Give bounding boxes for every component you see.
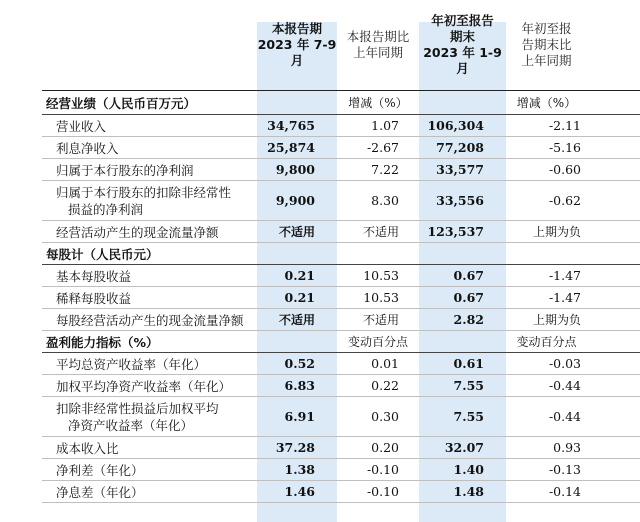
value-ytd-change: -2.11 bbox=[506, 115, 587, 137]
value-current-change: 0.30 bbox=[337, 397, 419, 437]
section-title: 盈利能力指标（%） bbox=[42, 331, 257, 353]
value-current-change: -2.67 bbox=[337, 137, 419, 159]
table-row bbox=[0, 265, 640, 287]
value-current-period: 6.91 bbox=[257, 397, 337, 437]
value-current-period: 0.21 bbox=[257, 265, 337, 287]
section-unit: 增减（%） bbox=[337, 91, 419, 115]
value-current-period: 不适用 bbox=[257, 221, 337, 243]
header-line: 本报告期 bbox=[271, 21, 322, 36]
table-row bbox=[0, 221, 640, 243]
section-header bbox=[0, 331, 640, 353]
row-label: 成本收入比 bbox=[42, 437, 257, 459]
row-label bbox=[42, 181, 257, 221]
header-line: 2023 年 1-9 月 bbox=[423, 45, 502, 76]
section-header bbox=[0, 243, 640, 265]
value-current-period: 0.21 bbox=[257, 287, 337, 309]
value-ytd: 2.82 bbox=[419, 309, 506, 331]
value-ytd: 1.48 bbox=[419, 481, 506, 503]
value-current-period: 0.52 bbox=[257, 353, 337, 375]
table-row bbox=[0, 115, 640, 137]
value-ytd-change: -0.62 bbox=[506, 181, 587, 221]
row-label: 利息净收入 bbox=[42, 137, 257, 159]
section-unit bbox=[506, 243, 587, 265]
section-title: 经营业绩（人民币百万元） bbox=[42, 91, 257, 115]
value-current-change: 不适用 bbox=[337, 221, 419, 243]
header-line: 2023 年 7-9 月 bbox=[257, 37, 337, 68]
value-ytd: 0.61 bbox=[419, 353, 506, 375]
value-ytd: 7.55 bbox=[419, 397, 506, 437]
table-row bbox=[0, 353, 640, 375]
row-label: 营业收入 bbox=[42, 115, 257, 137]
value-ytd: 0.67 bbox=[419, 287, 506, 309]
value-current-change: 7.22 bbox=[337, 159, 419, 181]
value-ytd-change: -0.14 bbox=[506, 481, 587, 503]
header-ytd bbox=[419, 0, 506, 91]
value-ytd: 1.40 bbox=[419, 459, 506, 481]
row-label: 净息差（年化） bbox=[42, 481, 257, 503]
section-title: 每股计（人民币元） bbox=[42, 243, 257, 265]
table-row bbox=[0, 309, 640, 331]
header-line: 年初至报 bbox=[521, 21, 572, 36]
value-current-period: 6.83 bbox=[257, 375, 337, 397]
value-ytd-change: -1.47 bbox=[506, 287, 587, 309]
value-current-change: 不适用 bbox=[337, 309, 419, 331]
header-line: 告期末比 bbox=[521, 37, 572, 52]
section-header bbox=[0, 91, 640, 115]
row-label-line: 扣除非经常性损益后加权平均 bbox=[56, 400, 219, 416]
header-line: 上年同期 bbox=[521, 53, 572, 68]
value-current-period: 9,900 bbox=[257, 181, 337, 221]
table-row bbox=[0, 287, 640, 309]
row-label: 加权平均净资产收益率（年化） bbox=[42, 375, 257, 397]
row-label: 基本每股收益 bbox=[42, 265, 257, 287]
value-current-period: 34,765 bbox=[257, 115, 337, 137]
row-label: 归属于本行股东的净利润 bbox=[42, 159, 257, 181]
value-ytd: 33,577 bbox=[419, 159, 506, 181]
table-row bbox=[0, 481, 640, 503]
value-ytd-change: -0.44 bbox=[506, 375, 587, 397]
value-current-change: -0.10 bbox=[337, 459, 419, 481]
section-unit: 变动百分点 bbox=[506, 331, 587, 353]
table-row bbox=[0, 137, 640, 159]
table-row bbox=[0, 375, 640, 397]
row-label-line: 归属于本行股东的扣除非经常性 bbox=[56, 184, 232, 200]
row-label: 稀释每股收益 bbox=[42, 287, 257, 309]
header-line: 期末 bbox=[449, 29, 475, 44]
value-ytd: 77,208 bbox=[419, 137, 506, 159]
value-current-period: 1.46 bbox=[257, 481, 337, 503]
value-ytd-change: -0.03 bbox=[506, 353, 587, 375]
value-ytd-change: -5.16 bbox=[506, 137, 587, 159]
value-ytd: 123,537 bbox=[419, 221, 506, 243]
section-unit: 增减（%） bbox=[506, 91, 587, 115]
header-current-period bbox=[257, 0, 337, 91]
value-ytd: 33,556 bbox=[419, 181, 506, 221]
header-line: 年初至报告 bbox=[431, 13, 494, 28]
value-current-period: 9,800 bbox=[257, 159, 337, 181]
value-ytd: 32.07 bbox=[419, 437, 506, 459]
value-current-change: 8.30 bbox=[337, 181, 419, 221]
value-current-period: 不适用 bbox=[257, 309, 337, 331]
value-current-change: 1.07 bbox=[337, 115, 419, 137]
value-ytd-change: -1.47 bbox=[506, 265, 587, 287]
header-ytd-vs-prior bbox=[506, 0, 587, 91]
header-current-vs-prior bbox=[337, 0, 419, 91]
header-row bbox=[0, 0, 640, 91]
value-ytd: 106,304 bbox=[419, 115, 506, 137]
row-label-line: 损益的净利润 bbox=[68, 201, 144, 217]
value-current-period: 1.38 bbox=[257, 459, 337, 481]
value-ytd: 7.55 bbox=[419, 375, 506, 397]
value-current-change: 10.53 bbox=[337, 265, 419, 287]
value-ytd-change: 上期为负 bbox=[506, 309, 587, 331]
value-current-change: 0.22 bbox=[337, 375, 419, 397]
row-label: 经营活动产生的现金流量净额 bbox=[42, 221, 257, 243]
table-row bbox=[0, 459, 640, 481]
value-current-change: 0.01 bbox=[337, 353, 419, 375]
table-row bbox=[0, 181, 640, 221]
value-ytd: 0.67 bbox=[419, 265, 506, 287]
row-label: 净利差（年化） bbox=[42, 459, 257, 481]
row-label: 每股经营活动产生的现金流量净额 bbox=[42, 309, 257, 331]
header-line: 本报告期比 bbox=[346, 29, 410, 44]
table-row bbox=[0, 397, 640, 437]
row-label-line: 净资产收益率（年化） bbox=[68, 417, 194, 433]
row-label bbox=[42, 397, 257, 437]
header-line: 上年同期 bbox=[352, 45, 403, 60]
value-ytd-change: -0.44 bbox=[506, 397, 587, 437]
value-ytd-change: -0.60 bbox=[506, 159, 587, 181]
value-ytd-change: 上期为负 bbox=[506, 221, 587, 243]
value-current-period: 25,874 bbox=[257, 137, 337, 159]
table-row bbox=[0, 159, 640, 181]
value-ytd-change: 0.93 bbox=[506, 437, 587, 459]
value-current-period: 37.28 bbox=[257, 437, 337, 459]
section-unit bbox=[337, 243, 419, 265]
section-unit: 变动百分点 bbox=[337, 331, 419, 353]
value-current-change: 0.20 bbox=[337, 437, 419, 459]
value-current-change: 10.53 bbox=[337, 287, 419, 309]
value-ytd-change: -0.13 bbox=[506, 459, 587, 481]
value-current-change: -0.10 bbox=[337, 481, 419, 503]
table-row bbox=[0, 437, 640, 459]
row-label: 平均总资产收益率（年化） bbox=[42, 353, 257, 375]
